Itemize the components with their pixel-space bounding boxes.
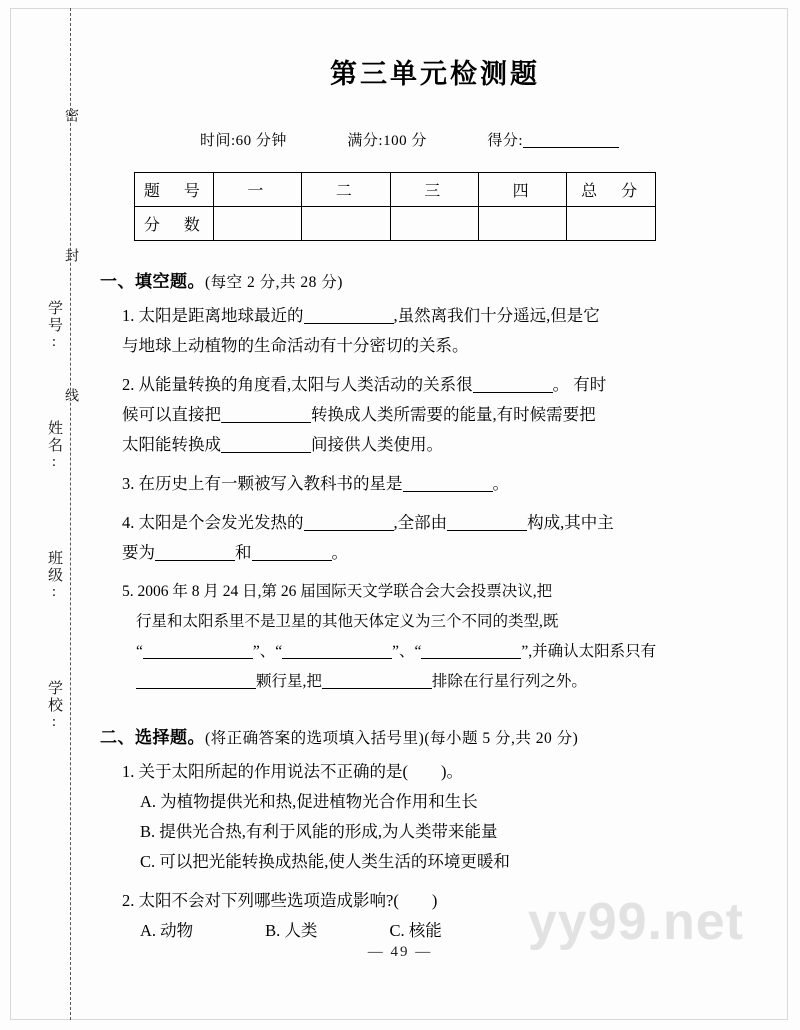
section-heading-fill-blanks [100, 267, 750, 292]
blank-field[interactable] [221, 436, 311, 453]
seal-word-xian: 线 [63, 388, 78, 402]
question-2-2-option-a[interactable]: A. 动物 [140, 921, 194, 940]
seal-word-mi: 密 [63, 108, 78, 122]
student-number-label: 学号: [46, 300, 62, 352]
time-limit: 时间:60 分钟 [200, 133, 287, 149]
blank-field[interactable] [136, 672, 256, 689]
section-2-note: (将正确答案的选项填入括号里)(每小题 5 分,共 20 分) [205, 730, 579, 747]
score-blank[interactable] [523, 132, 619, 148]
table-row [135, 173, 656, 207]
score-cell-total[interactable] [567, 207, 656, 241]
score-cell-4[interactable] [478, 207, 566, 241]
row-label-question-number: 题 号 [135, 173, 214, 207]
blank-field[interactable] [155, 544, 235, 561]
blank-field[interactable] [473, 376, 553, 393]
seal-word-feng: 封 [63, 248, 78, 262]
question-1-4: 4. 太阳是个会发光发热的 ,全部由 构成,其中主 要为 和 。 [122, 513, 614, 562]
question-1-3: 3. 在历史上有一颗被写入教科书的星是 。 [122, 474, 509, 493]
question-1-2: 2. 从能量转换的角度看,太阳与人类活动的关系很 。 有时 候可以直接把 转换成人类所需要的能量,有时候需要把 太阳能转换成 间接供人类使用。 [122, 375, 607, 454]
score-cell-3[interactable] [390, 207, 478, 241]
blank-field[interactable] [252, 544, 332, 561]
blank-field[interactable] [282, 642, 392, 659]
question-2-2-stem: 2. 太阳不会对下列哪些选项造成影响?( ) [122, 891, 438, 910]
blank-field[interactable] [143, 642, 253, 659]
row-label-score: 分 数 [135, 207, 214, 241]
question-1-5: 5. 2006 年 8 月 24 日,第 26 届国际天文学联合会大会投票决议,把 行星和太阳系里不是卫星的其他天体定义为三个不同的类型,既 “ ”、“ ”、“ ”,并确认太阳系只有 颗行星,把 排除在行星行列之外。 [122, 583, 657, 690]
col-header-2: 二 [302, 173, 390, 207]
class-label: 班级: [46, 550, 62, 602]
question-2-1-option-c[interactable]: C. 可以把光能转换成热能,使人类生活的环境更暖和 [140, 852, 510, 871]
col-header-4: 四 [478, 173, 566, 207]
student-name-label: 姓名: [46, 420, 62, 472]
question-2-2-option-c[interactable]: C. 核能 [389, 921, 442, 940]
col-header-1: 一 [213, 173, 301, 207]
blank-field[interactable] [447, 514, 527, 531]
score-cell-2[interactable] [302, 207, 390, 241]
col-header-3: 三 [390, 173, 478, 207]
full-score: 满分:100 分 [347, 133, 427, 149]
section-heading-multiple-choice [100, 723, 750, 748]
watermark: yy99.net [527, 893, 744, 951]
question-2-1-option-a[interactable]: A. 为植物提供光和热,促进植物光合作用和生长 [140, 792, 478, 811]
question-1-1: 1. 太阳是距离地球最近的 ,虽然离我们十分遥远,但是它 与地球上动植物的生命活动有十分密切的关系。 [122, 306, 600, 355]
question-2-1 [100, 757, 750, 787]
document-body [100, 40, 750, 946]
score-table [134, 172, 656, 241]
margin-fields [18, 220, 74, 740]
blank-field[interactable] [403, 475, 493, 492]
blank-field[interactable] [322, 672, 432, 689]
school-label: 学校: [46, 680, 62, 732]
score-label: 得分: [487, 133, 524, 149]
section-1-note: (每空 2 分,共 28 分) [205, 274, 343, 291]
exam-meta [100, 129, 750, 150]
blank-field[interactable] [221, 406, 311, 423]
page-number: — 49 — [367, 944, 433, 960]
blank-field[interactable] [304, 514, 394, 531]
section-1-title: 一、填空题。 [100, 272, 205, 291]
col-header-total: 总 分 [567, 173, 656, 207]
score-cell-1[interactable] [213, 207, 301, 241]
question-2-2-option-b[interactable]: B. 人类 [265, 921, 318, 940]
section-2-title: 二、选择题。 [100, 728, 205, 747]
question-2-1-option-b[interactable]: B. 提供光合热,有利于风能的形成,为人类带来能量 [140, 822, 498, 841]
page-title: 第三单元检测题 [330, 59, 540, 89]
question-2-1-stem: 1. 关于太阳所起的作用说法不正确的是( )。 [122, 762, 463, 781]
blank-field[interactable] [304, 307, 394, 324]
table-row [135, 207, 656, 241]
blank-field[interactable] [421, 642, 521, 659]
